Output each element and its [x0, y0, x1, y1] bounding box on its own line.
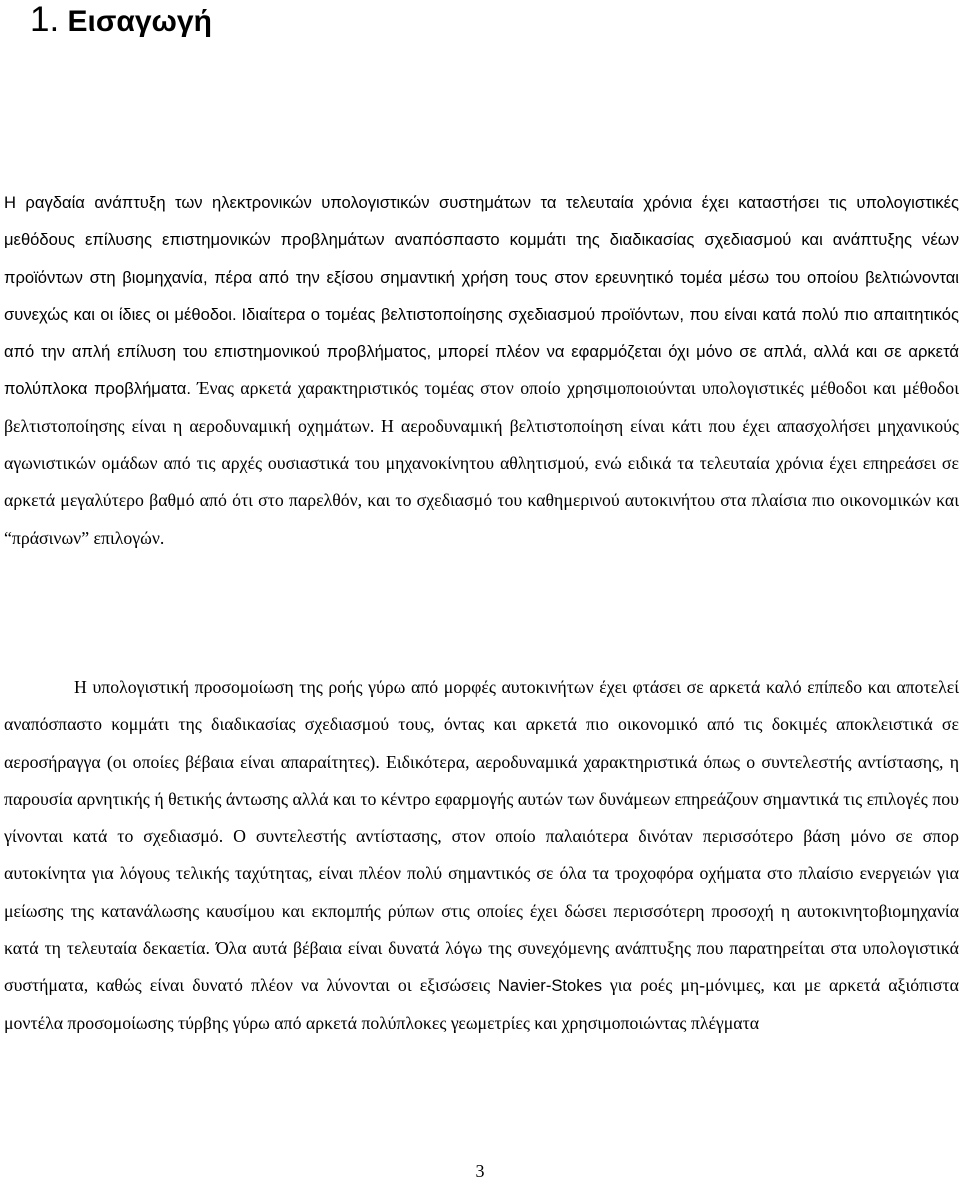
- paragraph-1-part-a: Η ραγδαία ανάπτυξη των ηλεκτρονικών υπολογιστικών συστημάτων τα τελευταία χρόνια έχει καταστήσει τις υπολογιστικές μεθόδους επίλυσης επιστημονικών προβλημάτων αναπόσπαστο κομμάτι της διαδικασίας σχεδιασμού και ανάπτυξης νέων προϊόντων στη βιομηχανία, πέρα από την εξίσου σημαντική χρήση τους στον ερευνητικό τομέα μέσω του οποίου βελτιώνονται συνεχώς και οι ίδιες οι μέθοδοι.: [4, 193, 959, 324]
- section-title: Εισαγωγή: [67, 5, 212, 38]
- page-number: 3: [475, 1161, 485, 1181]
- paragraph-1-part-c: Ένας αρκετά χαρακτηριστικός τομέας στον οποίο χρησιμοποιούνται υπολογιστικές μέθοδοι και μέθοδοι βελτιστοποίησης είναι η αεροδυναμική οχημάτων.: [4, 378, 959, 436]
- paragraph-2-part-a: Η υπολογιστική προσομοίωση της ροής γύρω από μορφές αυτοκινήτων έχει φτάσει σε αρκετά καλό επίπεδο και αποτελεί αναπόσπαστο κομμάτι της διαδικασίας σχεδιασμού τους, όντας και αρκετά πιο οικονομικό από τις δοκιμές αποκλειστικά σε αεροσήραγγα (οι οποίες βέβαια είναι απαραίτητες). Ειδικότερα, αεροδυναμικά χαρακτηριστικά όπως ο συντελεστής αντίστασης, η παρουσία αρνητικής ή θετικής άντωσης αλλά και το κέντρο εφαρμογής αυτών των δυνάμεων επηρεάζουν σημαντικά τις επιλογές που γίνονται κατά το σχεδιασμό. Ο συντελεστής αντίστασης, στον οποίο παλαιότερα δινόταν περισσότερο βάση μόνο σε σπορ αυτοκίνητα για λόγους τελικής ταχύτητας, είναι πλέον πολύ σημαντικός σε όλα τα τροχοφόρα οχήματα στο πλαίσιο ενεργειών για μείωσης της κατανάλωσης καυσίμου και εκπομπής ρύπων στις οποίες έχει δώσει περισσότερη προσοχή η αυτοκινητοβιομηχανία κατά τη τελευταία δεκαετία. Όλα αυτά βέβαια είναι δυνατά λόγω της συνεχόμενης ανάπτυξης που παρατηρείται στα υπολογιστικά συστήματα, καθώς είναι δυνατό πλέον να λύνονται οι εξισώσεις: [4, 677, 959, 996]
- paragraph-1-part-d: Η αεροδυναμική βελτιστοποίηση είναι κάτι που έχει απασχολήσει μηχανικούς αγωνιστικών ομάδων από τις αρχές ουσιαστικά του μηχανοκίνητου αθλητισμού, ενώ ειδικά τα τελευταία χρόνια έχει επηρεάσει σε αρκετά μεγαλύτερο βαθμό από ότι στο παρελθόν, και το σχεδιασμό του καθημερινού αυτοκινήτου στα πλαίσια πιο οικονομικών και “πράσινων” επιλογών.: [4, 415, 959, 548]
- intro-paragraph-2: [4, 669, 959, 1042]
- section-number: 1.: [30, 0, 60, 39]
- intro-paragraph-1: [4, 184, 959, 557]
- paragraph-2-navier-stokes: Navier-Stokes: [497, 976, 603, 996]
- paragraph-1-part-b: Ιδιαίτερα ο τομέας βελτιστοποίησης σχεδιασμού προϊόντων, που είναι κατά πολύ πιο απαιτητικός από την απλή επίλυση του επιστημονικού προβλήματος, μπορεί πλέον να εφαρμόζεται όχι μόνο σε απλά, αλλά και σε αρκετά πολύπλοκα προβλήματα.: [4, 304, 960, 399]
- paragraph-2-part-c: για ροές μη-μόνιμες, και με αρκετά αξιόπιστα μοντέλα προσομοίωσης τύρβης γύρω από αρκετά πολύπλοκες γεωμετρίες και χρησιμοποιώντας πλέγματα: [4, 975, 959, 1033]
- section-heading: [30, 0, 212, 42]
